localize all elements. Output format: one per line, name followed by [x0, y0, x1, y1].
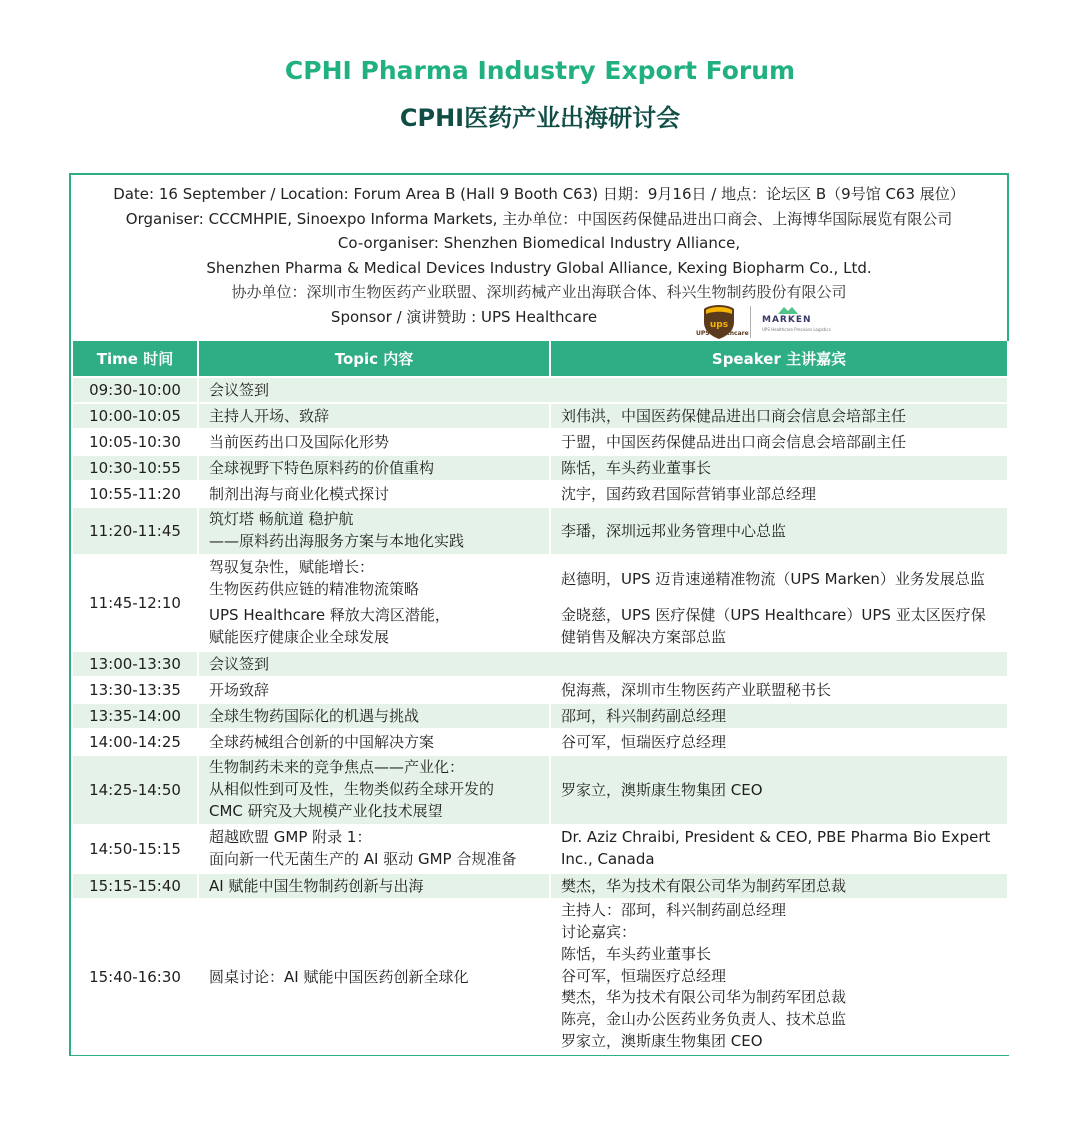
speaker-cell: [550, 825, 1008, 873]
topic-line: UPS Healthcare 释放大湾区潜能，: [209, 606, 450, 625]
speaker-cell: 谷可军，恒瑞医疗总经理: [550, 729, 1008, 755]
sponsor-logos: [696, 304, 831, 340]
marken-logo-subtitle: UPS Healthcare Precision Logistics: [762, 327, 831, 332]
header-time: Time 时间: [72, 341, 198, 377]
topic-cell: [198, 755, 550, 825]
time-cell: 10:00-10:05: [72, 403, 198, 429]
table-row: [72, 403, 1008, 429]
marken-mark-icon: [778, 306, 798, 314]
table-row: [72, 455, 1008, 481]
speaker-cell: 陈恬，车头药业董事长: [550, 455, 1008, 481]
table-header-row: [72, 341, 1008, 377]
topic-line: 赋能医疗健康企业全球发展: [209, 628, 390, 646]
speaker-cell: 罗家立，澳斯康生物集团 CEO: [550, 755, 1008, 825]
table-row: [72, 377, 1008, 403]
table-row: [72, 603, 1008, 651]
time-cell: 09:30-10:00: [72, 377, 198, 403]
speaker-cell: 李璠，深圳远邦业务管理中心总监: [550, 507, 1008, 555]
schedule-table: [71, 341, 1009, 1055]
date-location-line: Date: 16 September / Location: Forum Area B (Hall 9 Booth C63) 日期：9月16日 / 地点：论坛区 B（9号馆 C63 展位）: [113, 185, 965, 203]
ups-healthcare-logo-text: UPS Healthcare: [696, 330, 749, 337]
speaker-line: Inc., Canada: [561, 850, 655, 868]
header-topic: Topic 内容: [198, 341, 550, 377]
topic-cell: AI 赋能中国生物制药创新与出海: [198, 873, 550, 899]
speaker-cell: 于盟，中国医药保健品进出口商会信息会培部副主任: [550, 429, 1008, 455]
panel-line: 罗家立，澳斯康生物集团 CEO: [561, 1031, 763, 1050]
coorganiser-line-2: Shenzhen Pharma & Medical Devices Industry Global Alliance, Kexing Biopharm Co., Ltd.: [206, 258, 872, 277]
topic-cell: 会议签到: [198, 377, 1008, 403]
forum-title-english: CPHI Pharma Industry Export Forum: [284, 56, 796, 85]
time-cell: 14:00-14:25: [72, 729, 198, 755]
time-cell: 15:15-15:40: [72, 873, 198, 899]
sponsor-line: Sponsor / 演讲赞助 : UPS Healthcare: [330, 307, 598, 326]
topic-cell: 全球药械组合创新的中国解决方案: [198, 729, 550, 755]
table-row: [72, 555, 1008, 603]
panel-line: 讨论嘉宾：: [561, 923, 637, 941]
table-row: [72, 651, 1008, 677]
time-cell: 11:20-11:45: [72, 507, 198, 555]
time-cell: 13:30-13:35: [72, 677, 198, 703]
header-speaker: Speaker 主讲嘉宾: [550, 341, 1008, 377]
marken-logo-text: MARKEN: [762, 315, 812, 325]
logo-divider: [750, 306, 751, 338]
speaker-cell: [550, 899, 1008, 1054]
topic-cell: 全球视野下特色原料药的价值重构: [198, 455, 550, 481]
panel-line: 陈亮，金山办公医药业务负责人、技术总监: [561, 1010, 847, 1029]
speaker-cell: 沈宇，国药致君国际营销事业部总经理: [550, 481, 1008, 507]
topic-line: CMC 研究及大规模产业化技术展望: [209, 801, 443, 820]
panel-line: 陈恬，车头药业董事长: [561, 944, 712, 963]
topic-cell: 主持人开场、致辞: [198, 403, 550, 429]
forum-title-chinese: CPHI医药产业出海研讨会: [399, 104, 681, 132]
table-row: [72, 677, 1008, 703]
panel-line: 樊杰，华为技术有限公司华为制药军团总裁: [561, 988, 847, 1007]
topic-cell: 会议签到: [198, 651, 1008, 677]
topic-line: 生物制药未来的竞争焦点——产业化：: [209, 758, 465, 777]
topic-cell: 开场致辞: [198, 677, 550, 703]
time-cell: 14:50-15:15: [72, 825, 198, 873]
time-cell: 10:05-10:30: [72, 429, 198, 455]
organiser-line: Organiser: CCCMHPIE, Sinoexpo Informa Markets, 主办单位：中国医药保健品进出口商会、上海博华国际展览有限公司: [125, 209, 953, 228]
speaker-cell: 倪海燕，深圳市生物医药产业联盟秘书长: [550, 677, 1008, 703]
table-row: [72, 481, 1008, 507]
topic-line: 超越欧盟 GMP 附录 1：: [209, 828, 372, 847]
time-cell: 13:35-14:00: [72, 703, 198, 729]
topic-line: 筑灯塔 畅航道 稳护航: [209, 510, 354, 529]
panel-line: 谷可军，恒瑞医疗总经理: [561, 966, 727, 985]
topic-cell: 全球生物药国际化的机遇与挑战: [198, 703, 550, 729]
speaker-line: 健销售及解决方案部总监: [561, 628, 727, 646]
time-cell: 13:00-13:30: [72, 651, 198, 677]
speaker-line: 金晓慈，UPS 医疗保健（UPS Healthcare）UPS 亚太区医疗保: [561, 606, 986, 625]
topic-cell: [198, 825, 550, 873]
topic-cell: [198, 555, 550, 603]
topic-line: 从相似性到可及性，生物类似药全球开发的: [209, 780, 495, 799]
topic-cell: 当前医药出口及国际化形势: [198, 429, 550, 455]
table-row: [72, 899, 1008, 1054]
table-row: [72, 825, 1008, 873]
table-row: [72, 703, 1008, 729]
time-cell: 14:25-14:50: [72, 755, 198, 825]
table-row: [72, 507, 1008, 555]
coorganiser-chinese-line: 协办单位：深圳市生物医药产业联盟、深圳药械产业出海联合体、科兴生物制药股份有限公司: [231, 283, 847, 302]
time-cell: 15:40-16:30: [72, 899, 198, 1054]
topic-line: 面向新一代无菌生产的 AI 驱动 GMP 合规准备: [209, 850, 517, 868]
speaker-line: Dr. Aziz Chraibi, President & CEO, PBE Pharma Bio Expert: [561, 828, 991, 847]
table-row: [72, 755, 1008, 825]
topic-cell: [198, 603, 550, 651]
table-row: [72, 873, 1008, 899]
time-cell: 10:30-10:55: [72, 455, 198, 481]
topic-cell: 制剂出海与商业化模式探讨: [198, 481, 550, 507]
topic-line: 驾驭复杂性，赋能增长：: [209, 558, 375, 577]
speaker-cell: 樊杰，华为技术有限公司华为制药军团总裁: [550, 873, 1008, 899]
topic-line: ——原料药出海服务方案与本地化实践: [209, 532, 465, 550]
table-row: [72, 729, 1008, 755]
table-row: [72, 429, 1008, 455]
topic-cell: [198, 507, 550, 555]
speaker-cell: [550, 603, 1008, 651]
panel-line: 主持人：邵珂，科兴制药副总经理: [561, 901, 787, 920]
speaker-cell: 赵德明，UPS 迈肯速递精准物流（UPS Marken）业务发展总监: [550, 555, 1008, 603]
speaker-cell: 邵珂，科兴制药副总经理: [550, 703, 1008, 729]
coorganiser-line-1: Co-organiser: Shenzhen Biomedical Industry Alliance,: [337, 234, 741, 253]
time-cell: 11:45-12:10: [72, 555, 198, 651]
topic-cell: 圆桌讨论：AI 赋能中国医药创新全球化: [198, 899, 550, 1054]
time-cell: 10:55-11:20: [72, 481, 198, 507]
speaker-cell: 刘伟洪，中国医药保健品进出口商会信息会培部主任: [550, 403, 1008, 429]
event-info-block: [71, 175, 1007, 348]
topic-line: 生物医药供应链的精准物流策略: [209, 580, 420, 598]
ups-mark-text: ups: [709, 320, 729, 330]
